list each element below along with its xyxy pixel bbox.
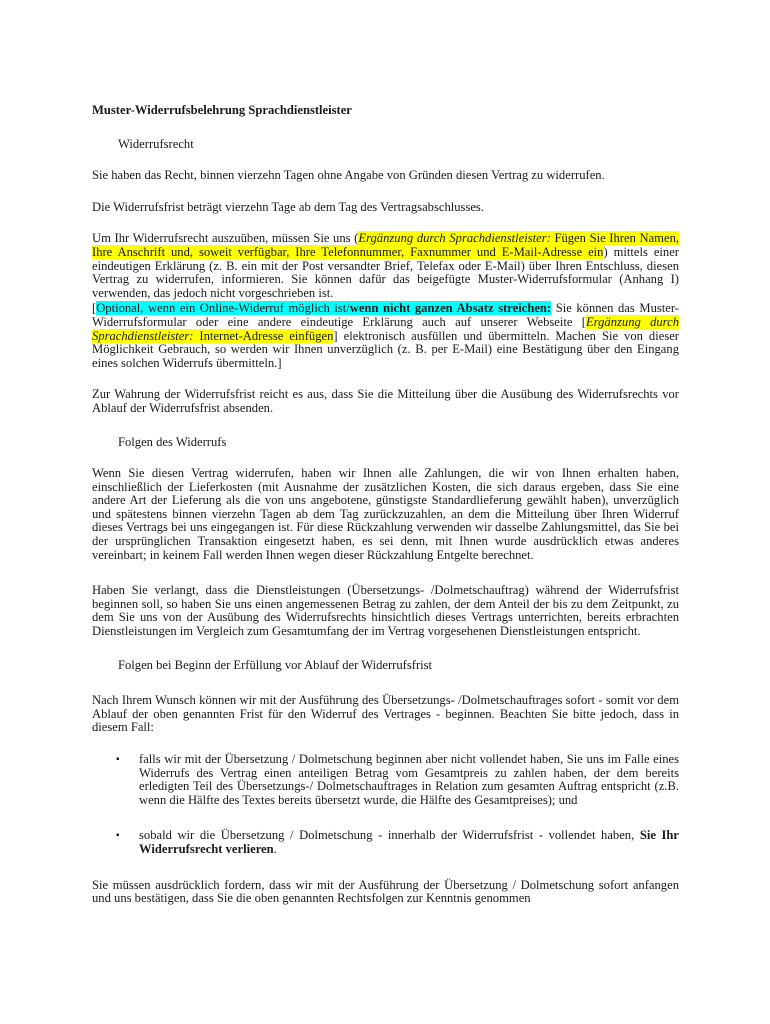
- bold-text: Sie Ihr Widerrufsrecht verlieren: [139, 828, 679, 856]
- highlight-text: Fügen Sie Ihren Namen, Ihre Anschrift und, soweit verfügbar, Ihre Telefonnummer, Faxnummer und E-Mail-Adresse ein: [92, 231, 680, 259]
- list-item-text: falls wir mit der Übersetzung / Dolmetschung beginnen aber nicht vollendet haben, Sie uns im Falle eines Widerrufs des Vertrag einen anteiligen Betrag vom Gesamtpreis zu zahlen haben, der dem bereits erledigten Teil des Übersetzungs-/ Dolmetschauftrages in Relation zum gesamten Auftrag entspricht (z.B. wenn die Hälfte des Textes bereits übersetzt wurde, die Hälfte des Gesamtpreises); und: [139, 752, 679, 807]
- section-heading-folgen: Folgen des Widerrufs: [118, 434, 227, 449]
- highlight-bold-text: wenn nicht ganzen Absatz streichen:: [349, 301, 552, 316]
- text-segment: ) mittels einer eindeutigen Erklärung (z. B. ein mit der Post versandter Brief, Telefax oder E-Mail) über Ihren Entschluss, diesen Vertrag zu widerrufen, informieren. Sie können dafür das beigefügte Muster-Widerrufsformular (Anhang I) verwenden, das jedoch nicht vorgeschrieben ist.: [92, 244, 679, 300]
- paragraph-right-to-withdraw: Sie haben das Recht, binnen vierzehn Tagen ohne Angabe von Gründen diesen Vertrag zu widerrufen.: [92, 168, 605, 183]
- italic-note: Ergänzung durch Sprachdienstleister:: [358, 231, 551, 246]
- text-segment: Sie können das Muster-Widerrufsformular oder eine andere eindeutige Erklärung auch auf unserer Webseite [: [92, 301, 679, 329]
- bullet-square-icon: ▪: [116, 830, 120, 842]
- section-heading-early-performance: Folgen bei Beginn der Erfüllung vor Ablauf der Widerrufsfrist: [118, 657, 433, 672]
- list-item-text: sobald wir die Übersetzung / Dolmetschung - innerhalb der Widerrufsfrist - vollendet haben,: [139, 828, 640, 843]
- document-page: [92, 96, 679, 906]
- italic-note: Ergänzung durch Sprachdienstleister:: [92, 314, 679, 343]
- paragraph-how-to-withdraw: [92, 232, 679, 300]
- highlight-text: Internet-Adresse einfügen: [193, 328, 334, 343]
- list-item: [92, 753, 679, 807]
- highlight-cyan: [96, 301, 551, 315]
- bullet-list: [92, 753, 679, 857]
- paragraph-withdrawal-period: Die Widerrufsfrist beträgt vierzehn Tage ab dem Tag des Vertragsabschlusses.: [92, 199, 484, 214]
- section-heading-widerrufsrecht: Widerrufsrecht: [118, 136, 194, 151]
- text-segment: Um Ihr Widerrufsrecht auszuüben, müssen Sie uns (: [92, 231, 359, 246]
- paragraph-explicit-request: Sie müssen ausdrücklich fordern, dass wir mit der Ausführung der Übersetzung / Dolmetschung sofort anfangen und uns bestätigen, dass Sie die oben genannten Rechtsfolgen zur Kenntnis genommen: [92, 877, 679, 906]
- text-segment: ] elektronisch ausfüllen und übermitteln. Machen Sie von dieser Möglichkeit Gebrauch, so werden wir Ihnen unverzüglich (z. B. per E-Mail) eine Bestätigung über den Eingang eines solchen Widerrufs übermitteln.]: [92, 328, 679, 370]
- paragraph-service-started: Haben Sie verlangt, dass die Dienstleistungen (Übersetzungs- /Dolmetschauftrag) während der Widerrufsfrist beginnen soll, so haben Sie uns einen angemessenen Betrag zu zahlen, der dem Anteil der bis zu dem Zeitpunkt, zu dem Sie uns von der Ausübung des Widerrufsrechts hinsichtlich dieses Vertrags unterrichten, bereits erbrachten Dienstleistungen im Vergleich zum Gesamtumfang der im Vertrag vorgesehenen Dienstleistungen entspricht.: [92, 583, 679, 639]
- paragraph-early-start: Nach Ihrem Wunsch können wir mit der Ausführung des Übersetzungs- /Dolmetschauftrages sofort - somit vor dem Ablauf der oben genannten Frist für den Widerruf des Vertrages - beginnen. Beachten Sie bitte jedoch, dass in diesem Fall:: [92, 693, 679, 735]
- paragraph-deadline-compliance: Zur Wahrung der Widerrufsfrist reicht es aus, dass Sie die Mitteilung über die Ausübung des Widerrufsrechts vor Ablauf der Widerrufsfrist absenden.: [92, 387, 679, 415]
- bracket: [: [92, 301, 97, 316]
- text-segment: .: [273, 841, 277, 856]
- document-title: Muster-Widerrufsbelehrung Sprachdienstleister: [92, 103, 352, 117]
- highlight-text: Optional, wenn ein Online-Widerruf möglich ist/: [96, 301, 350, 316]
- bullet-square-icon: ▪: [116, 754, 120, 765]
- paragraph-refund: Wenn Sie diesen Vertrag widerrufen, haben wir Ihnen alle Zahlungen, die wir von Ihnen erhalten haben, einschließlich der Lieferkosten (mit Ausnahme der zusätzlichen Kosten, die sich daraus ergeben, dass Sie eine andere Art der Lieferung als die von uns angebotene, günstigste Standardlieferung gewählt haben), unverzüglich und spätestens binnen vierzehn Tagen ab dem Tag zurückzuzahlen, an dem die Mitteilung über Ihren Widerruf dieses Vertrags bei uns eingegangen ist. Für diese Rückzahlung verwenden wir dasselbe Zahlungsmittel, das Sie bei der ursprünglichen Transaktion eingesetzt haben, es sei denn, mit Ihnen wurde ausdrücklich etwas anderes vereinbart; in keinem Fall werden Ihnen wegen dieser Rückzahlung Entgelte berechnet.: [92, 466, 679, 562]
- paragraph-online-withdrawal: [92, 302, 679, 370]
- list-item: [92, 829, 679, 856]
